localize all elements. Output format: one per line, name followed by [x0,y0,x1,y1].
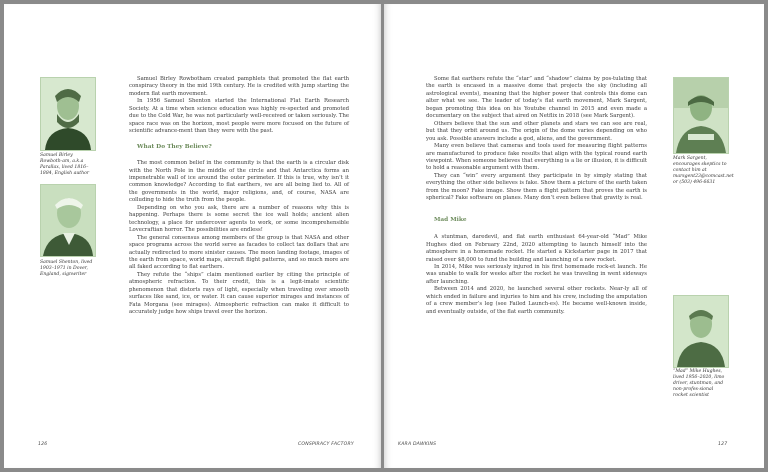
shenton-caption: Samuel Shenton, lived 1903–1971 in Dover, England, signwriter [40,260,93,277]
paragraph: Many even believe that cameras and tools used for measuring flight patterns are manufactured to produce fake results that align with the typical round earth viewpoint. When someone believes that everything is a lie or illusion, it is difficult to hold a reasonable argument with them. [426,143,647,172]
paragraph: A stuntman, daredevil, and flat earth enthusiast 64-year-old “Mad” Mike Hughes died on February 22nd, 2020 attempting to launch himself into the atmosphere in a homemade rocket. He started a Kickstarter page in 2017 that raised over $8,000 to fund the building and launching of a new rocket. [426,234,647,263]
paragraph: In 2014, Mike was seriously injured in his first homemade rock-et launch. He was unable to walk for weeks after the rocket he was traveling in went sideways after launching. [426,263,647,285]
hughes-portrait [673,295,729,368]
paragraph: Depending on who you ask, there are a number of reasons why this is happening. Perhaps there is some secret the ice wall holds; ancient alien technology, a place for undercover agents to work, or some incomprehensible Lovecraftian horror. The possibilities are endless! [129,204,349,234]
shenton-portrait [40,184,96,257]
right-page [384,4,764,468]
rowbotham-caption: Samuel Birley Rowboth-am, a.k.a Parallax, lived 1816–1884, English author [40,153,90,176]
rowbotham-portrait [40,77,96,151]
running-head-left: CONSPIRACY FACTORY [298,442,354,447]
hughes-caption: “Mad” Mike Hughes, lived 1956–2020, limo driver, stuntman, and non-profes-sional rocket scientist [673,369,725,398]
paragraph: The general consensus among members of the group is that NASA and other space programs across the world serve as facades to collect tax dollars that are actually redirected to more sinister causes. The moon landing footage, images of the earth from space, world maps, aircraft flight patterns, and so much more are all faked according to flat earthers. [129,234,349,271]
paragraph: In 1956 Samuel Shenton started the International Flat Earth Research Society. At a time when science education was highly re-spected and promoted due to the Cold War, he was not particularly well-received or taken seriously. The space race was on the horizon, most people were more focused on the future of scientific advance-ment than they were with the past. [129,98,349,135]
paragraph: Some flat earthers refute the “star” and “shadow” claims by pos-tulating that the earth is encased in a massive dome that projects the sky (including all astrological events), meaning that the higher power that controls this dome can alter what we see. The leader of today’s flat earth movement, Mark Sargent, began promoting this idea on his Youtube channel in 2015 and even made a documentary on the subject that aired on Netflix in 2018 (see Mark Sargent). [426,76,647,120]
paragraph: The most common belief in the community is that the earth is a circular disk with the North Pole in the middle of the circle and that Antarctica forms an impenetrable wall of ice around the outer perimeter. If this is true, why isn’t it common knowledge? According to flat earthers, we are all being lied to. All of the governments in the world, major religions, and, of course, NASA are colluding to hide the truth from the people. [129,160,349,204]
running-head-right: KARA DAWKINS [398,442,437,447]
page-number-left: 126 [38,442,48,447]
sargent-portrait [673,77,729,154]
paragraph: They refute the “ships” claim mentioned earlier by citing the principle of atmospheric refraction. To their credit, this is a legit-imate scientific phenomenon that distorts rays of light, especially when traveling over smooth surfaces like sand, ice, or water. It can cause superior mirages and instances of Fata Morgana (see mirages). Atmospheric refraction can make it difficult to accurately judge how ships travel over the horizon. [129,271,349,316]
section-heading: What Do They Believe? [137,143,212,150]
section-heading: Mad Mike [434,216,467,223]
paragraph: Others believe that the sun and other planets and stars we can see are real, but that they orbit around us. The origin of the dome varies depending on who you ask. Possible answers include a god, aliens, and the government. [426,120,647,142]
left-page [4,4,381,468]
left-body-column [129,76,349,317]
sargent-caption: Mark Sargent, encourages skeptics to contact him at marsgent23@comcast.net or (503) 496-6631 [673,156,734,185]
right-body-column [426,76,647,316]
paragraph: Samuel Birley Rowbotham created pamphlets that promoted the flat earth conspiracy theory in the mid 19th century. He is credited with jump starting the modern flat earth movement. [129,76,349,97]
page-number-right: 127 [718,442,728,447]
paragraph: They can “win” every argument they participate in by simply stating that everything the other side believes is fake. Show them a picture of the earth taken from the moon? Fake image. Show them a flight pattern that proves the earth is spherical? Fake software on planes. Many don’t even believe that gravity is real. [426,172,647,202]
paragraph: Between 2014 and 2020, he launched several other rockets. Near-ly all of which ended in failure and injuries to him and his crew, including the amputation of a crew member’s leg (see Failed Launch-es). He became well-known inside, and eventually outside, of the flat earth community. [426,286,647,315]
